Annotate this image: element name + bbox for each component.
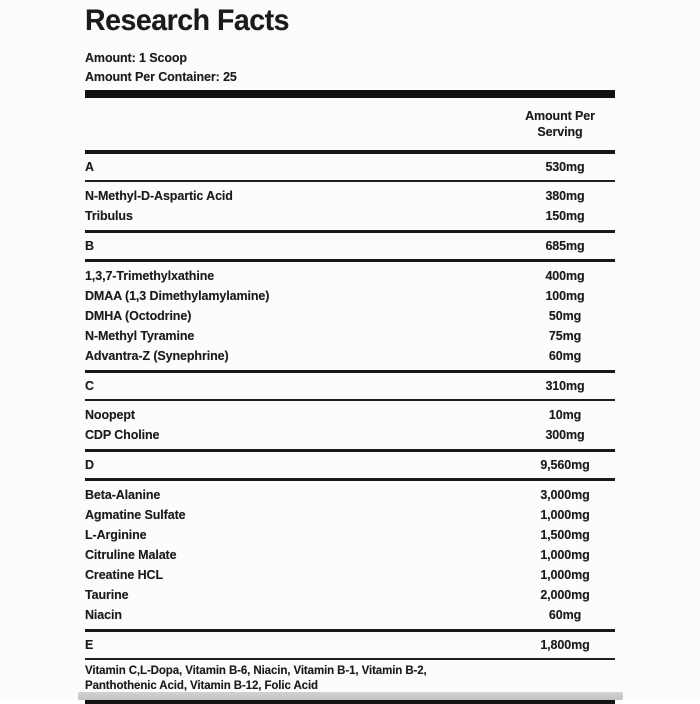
item-row-amount: 300mg: [545, 428, 585, 442]
amount-per-serving-line2: Serving: [537, 125, 583, 139]
footnote-line2: Panthothenic Acid, Vitamin B-12, Folic Acid: [85, 680, 318, 692]
item-row-name: Agmatine Sulfate: [85, 508, 186, 522]
bottom-strip: [78, 692, 623, 700]
item-row-name: N-Methyl Tyramine: [85, 329, 195, 343]
facts-table: [85, 154, 615, 660]
serving-amount: Amount: 1 Scoop: [85, 51, 187, 65]
item-row-amount: 2,000mg: [540, 588, 590, 602]
section-row-amount: 9,560mg: [540, 458, 590, 472]
item-row-amount: 1,000mg: [540, 548, 590, 562]
item-row-amount: 3,000mg: [540, 488, 590, 502]
serving-info: [85, 49, 615, 86]
item-row: [85, 485, 615, 505]
item-row-name: Noopept: [85, 408, 135, 422]
item-row: [85, 585, 615, 605]
section-row-amount: 310mg: [545, 379, 585, 393]
item-row-amount: 1,000mg: [540, 508, 590, 522]
item-row-amount: 75mg: [548, 329, 582, 343]
section-row: [85, 632, 615, 658]
item-row-name: Tribulus: [85, 209, 133, 223]
item-row-name: Citruline Malate: [85, 548, 177, 562]
item-row: [85, 286, 615, 306]
column-header-wrap: [85, 108, 615, 140]
item-row-name: Advantra-Z (Synephrine): [85, 349, 229, 363]
item-group: [85, 182, 615, 230]
section-row: [85, 373, 615, 399]
amount-per-serving-header: [505, 108, 615, 140]
section-row-amount: 685mg: [545, 239, 585, 253]
amount-per-serving-line1: Amount Per: [525, 109, 595, 123]
section-row: [85, 233, 615, 259]
section-row-name: A: [85, 160, 94, 174]
label-title: Research Facts: [85, 4, 290, 37]
item-row: [85, 326, 615, 346]
item-row-amount: 1,500mg: [540, 528, 590, 542]
item-row-amount: 10mg: [548, 408, 582, 422]
section-row-amount: 530mg: [545, 160, 585, 174]
section-row: [85, 154, 615, 180]
item-row: [85, 605, 615, 625]
item-row-amount: 400mg: [545, 269, 585, 283]
item-row: [85, 306, 615, 326]
item-row: [85, 525, 615, 545]
section-row-name: B: [85, 239, 94, 253]
section-row-name: E: [85, 638, 94, 652]
item-row-name: Beta-Alanine: [85, 488, 161, 502]
item-row-name: 1,3,7-Trimethylxathine: [85, 269, 215, 283]
item-row: [85, 266, 615, 286]
item-row-name: DMHA (Octodrine): [85, 309, 192, 323]
item-row-amount: 60mg: [548, 349, 582, 363]
item-row-amount: 1,000mg: [540, 568, 590, 582]
item-row-name: DMAA (1,3 Dimethylamylamine): [85, 289, 270, 303]
item-row-amount: 150mg: [545, 209, 585, 223]
item-row: [85, 425, 615, 445]
supplement-label: [85, 0, 615, 704]
item-row-amount: 60mg: [548, 608, 582, 622]
item-row: [85, 545, 615, 565]
section-row-name: D: [85, 458, 94, 472]
item-row-name: Creatine HCL: [85, 568, 163, 582]
item-row: [85, 505, 615, 525]
footnote: [85, 660, 615, 694]
item-row-name: Niacin: [85, 608, 122, 622]
item-row-name: N-Methyl-D-Aspartic Acid: [85, 189, 233, 203]
footnote-line1: Vitamin C,L-Dopa, Vitamin B-6, Niacin, Vitamin B-1, Vitamin B-2,: [85, 665, 427, 677]
servings-per-container: Amount Per Container: 25: [85, 69, 237, 84]
item-row-amount: 380mg: [545, 189, 585, 203]
item-row-amount: 50mg: [548, 309, 582, 323]
item-group: [85, 481, 615, 629]
item-row-amount: 100mg: [545, 289, 585, 303]
item-row: [85, 206, 615, 226]
item-row: [85, 186, 615, 206]
item-row: [85, 405, 615, 425]
item-group: [85, 401, 615, 449]
item-group: [85, 262, 615, 370]
section-row-amount: 1,800mg: [540, 638, 590, 652]
section-row: [85, 452, 615, 478]
item-row: [85, 346, 615, 366]
section-row-name: C: [85, 379, 94, 393]
item-row-name: L-Arginine: [85, 528, 147, 542]
item-row-name: Taurine: [85, 588, 129, 602]
item-row: [85, 565, 615, 585]
item-row-name: CDP Choline: [85, 428, 160, 442]
header-divider: [85, 90, 615, 98]
